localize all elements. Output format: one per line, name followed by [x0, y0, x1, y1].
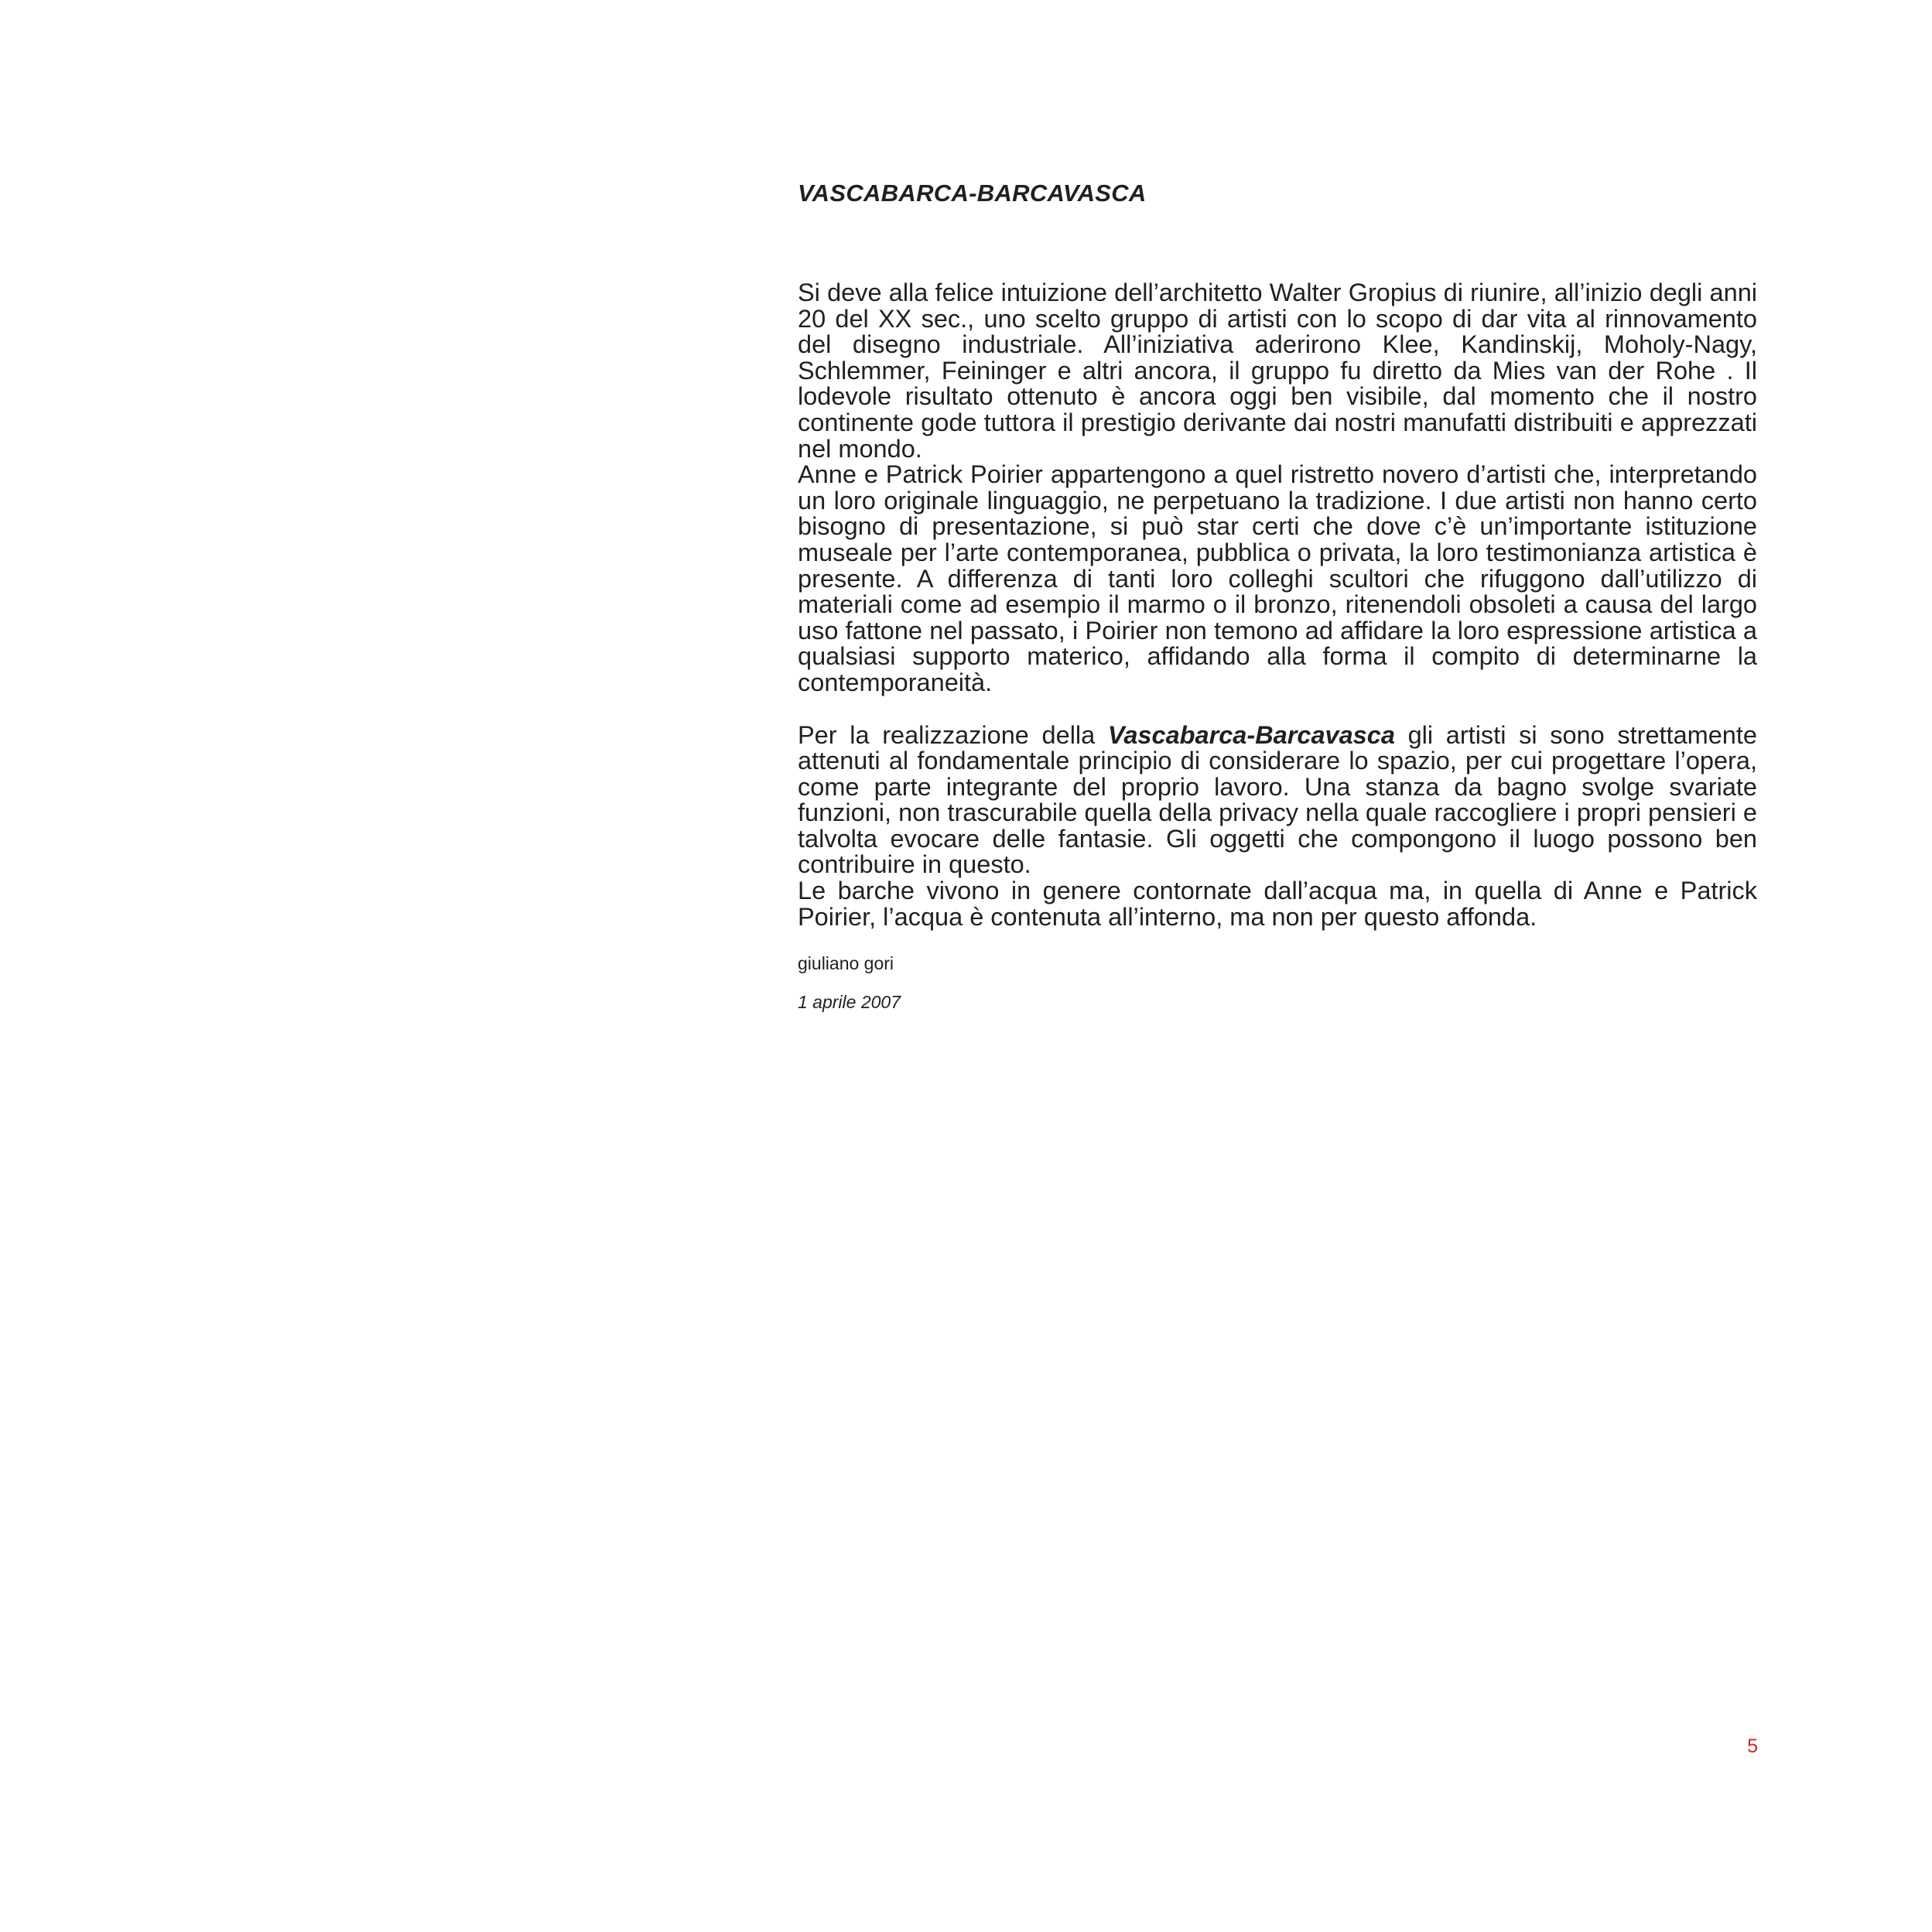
artwork-title-emphasis: Vascabarca-Barcavasca	[1107, 720, 1395, 749]
article-column	[798, 178, 1757, 1014]
article-title: VASCABARCA-BARCAVASCA	[798, 180, 1147, 207]
page-number: 5	[1747, 1735, 1758, 1757]
author-signature: giuliano gori	[798, 953, 894, 974]
article-body	[798, 280, 1757, 930]
paragraph-realization-start: Per la realizzazione della	[798, 720, 1108, 749]
paragraph-realization-rest: gli artisti si sono strettamente attenuti al fondamentale principio di considerare lo spazio, per cui progettare l’opera, come parte integrante del proprio lavoro. Una stanza da bagno svolge svariate funzioni, non trascurabile quella della privacy nella quale raccogliere i propri pensieri e talvolta evocare delle fantasie. Gli oggetti che compongono il luogo possono ben contribuire in questo.	[798, 720, 1757, 879]
paragraph-boats: Le barche vivono in genere contornate dall’acqua ma, in quella di Anne e Patrick Poirier, l’acqua è contenuta all’interno, ma non per questo affonda.	[798, 877, 1757, 931]
paragraph-poirier: Anne e Patrick Poirier appartengono a quel ristretto novero d’artisti che, interpretando un loro originale linguaggio, ne perpetuano la tradizione. I due artisti non hanno certo bisogno di presentazione, si può star certi che dove c’è un’importante istituzione museale per l’arte contemporanea, pubblica o privata, la loro testimonianza artistica è presente. A differenza di tanti loro colleghi scultori che rifuggono dall’utilizzo di materiali come ad esempio il marmo o il bronzo, ritenendoli obsoleti a causa del largo uso fattone nel passato, i Poirier non temono ad affidare la loro espressione artistica a qualsiasi supporto materico, affidando alla forma il compito di determinarne la contemporaneità.	[798, 460, 1757, 696]
publication-date: 1 aprile 2007	[798, 992, 901, 1013]
paragraph-realization	[798, 720, 1757, 879]
paragraph-intro: Si deve alla felice intuizione dell’architetto Walter Gropius di riunire, all’inizio degli anni 20 del XX sec., uno scelto gruppo di artisti con lo scopo di dar vita al rinnovamento del disegno industriale. All’iniziativa aderirono Klee, Kandinskij, Moholy-Nagy, Schlemmer, Feininger e altri ancora, il gruppo fu diretto da Mies van der Rohe . Il lodevole risultato ottenuto è ancora oggi ben visibile, dal momento che il nostro continente gode tuttora il prestigio derivante dai nostri manufatti distribuiti e apprezzati nel mondo.	[798, 279, 1757, 463]
